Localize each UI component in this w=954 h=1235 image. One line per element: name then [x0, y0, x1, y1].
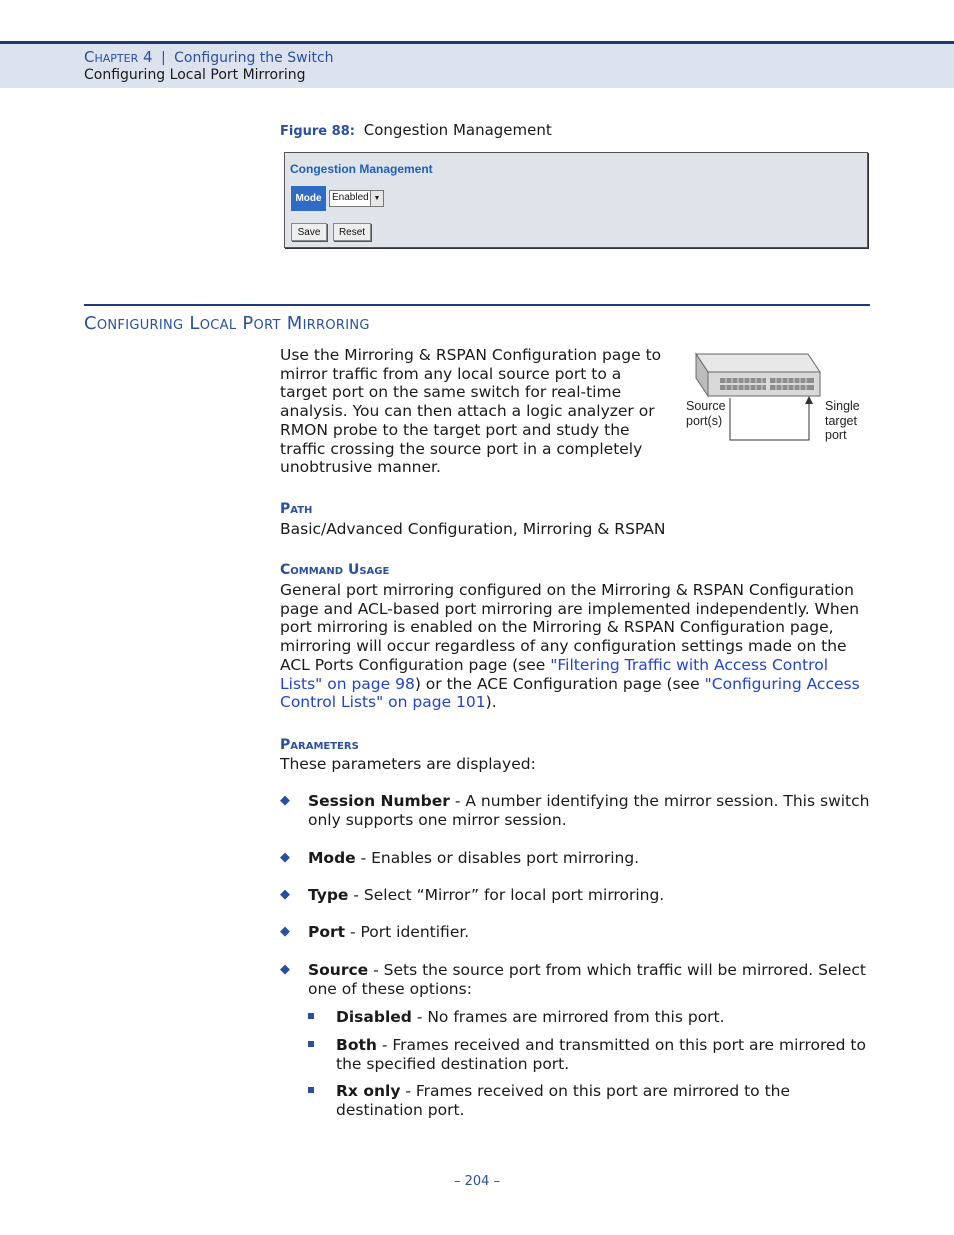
sub-list-item: Both - Frames received and transmitted on this port are mirrored to the specified destination port.: [308, 1036, 870, 1073]
intro-paragraph: Use the Mirroring & RSPAN Configuration page to mirror traffic from any local source port to a target port on the same switch for real-time analysis. You can then attach a logic analyzer or RMON probe to the target port and study the traffic crossing the source port in a completely unobtrusive manner.: [280, 346, 662, 477]
path-heading: Path: [280, 501, 313, 517]
figure-caption: [280, 121, 552, 139]
configuring-acl-link[interactable]: "Configuring Access Control Lists" on page 101: [280, 674, 860, 712]
reset-button[interactable]: Reset: [333, 223, 371, 241]
list-item: ◆ Session Number - A number identifying the mirror session. This switch only supports one mirror session.: [280, 792, 870, 829]
square-bullet-icon: [308, 1041, 314, 1047]
square-bullet-icon: [308, 1087, 314, 1093]
target-port-label: Single target port: [825, 399, 860, 442]
parameters-heading: Parameters: [280, 737, 359, 753]
header-section-title: Configuring Local Port Mirroring: [84, 67, 306, 83]
mode-select-value: Enabled: [332, 192, 369, 203]
figure-title: Congestion Management: [363, 121, 552, 139]
list-item: ◆ Port - Port identifier.: [280, 923, 470, 941]
port-mirroring-diagram: [684, 350, 864, 450]
list-item: ◆ Mode - Enables or disables port mirroring.: [280, 849, 640, 867]
section-title: Configuring Local Port Mirroring: [84, 313, 370, 334]
list-item: ◆ Source - Sets the source port from which traffic will be mirrored. Select one of these options:: [280, 961, 866, 998]
header-separator: |: [160, 50, 166, 66]
chapter-title: Configuring the Switch: [174, 50, 334, 66]
command-usage-paragraph: General port mirroring configured on the Mirroring & RSPAN Configuration page and ACL-based port mirroring are implemented independently. When port mirroring is enabled on the Mirroring & RSPAN Configuration page, mirroring will occur regardless of any configuration settings made on the ACL Ports Configuration page (see "Filtering Traffic with Access Control Lists" on page 98) or the ACE Configuration page (see "Configuring Access Control Lists" on page 101).: [280, 581, 860, 712]
chevron-down-icon: ▼: [370, 191, 383, 206]
save-button[interactable]: Save: [291, 223, 327, 241]
mode-label: Mode: [291, 186, 326, 211]
sub-list-item: Disabled - No frames are mirrored from this port.: [308, 1008, 870, 1027]
source-ports-label: Source port(s): [686, 399, 726, 428]
filtering-traffic-link[interactable]: "Filtering Traffic with Access Control Lists" on page 98: [280, 655, 829, 693]
command-usage-heading: Command Usage: [280, 562, 390, 578]
chapter-label: Chapter 4: [84, 48, 153, 66]
congestion-management-panel: [284, 152, 868, 248]
diamond-bullet-icon: ◆: [280, 887, 290, 902]
page-number: – 204 –: [453, 1174, 501, 1189]
figure-label: Figure 88:: [280, 124, 355, 139]
parameters-intro: These parameters are displayed:: [280, 755, 536, 773]
section-divider: [84, 304, 870, 306]
diamond-bullet-icon: ◆: [280, 962, 290, 977]
sub-list-item: Rx only - Frames received on this port are mirrored to the destination port.: [308, 1082, 870, 1119]
running-header: [0, 41, 954, 88]
square-bullet-icon: [308, 1013, 314, 1019]
path-text: Basic/Advanced Configuration, Mirroring & RSPAN: [280, 520, 666, 538]
list-item: ◆ Type - Select “Mirror” for local port mirroring.: [280, 886, 665, 904]
diamond-bullet-icon: ◆: [280, 850, 290, 865]
mode-select[interactable]: [329, 190, 384, 207]
chapter-line: [84, 48, 334, 66]
diamond-bullet-icon: ◆: [280, 793, 290, 808]
panel-title: Congestion Management: [290, 162, 433, 176]
diamond-bullet-icon: ◆: [280, 924, 290, 939]
